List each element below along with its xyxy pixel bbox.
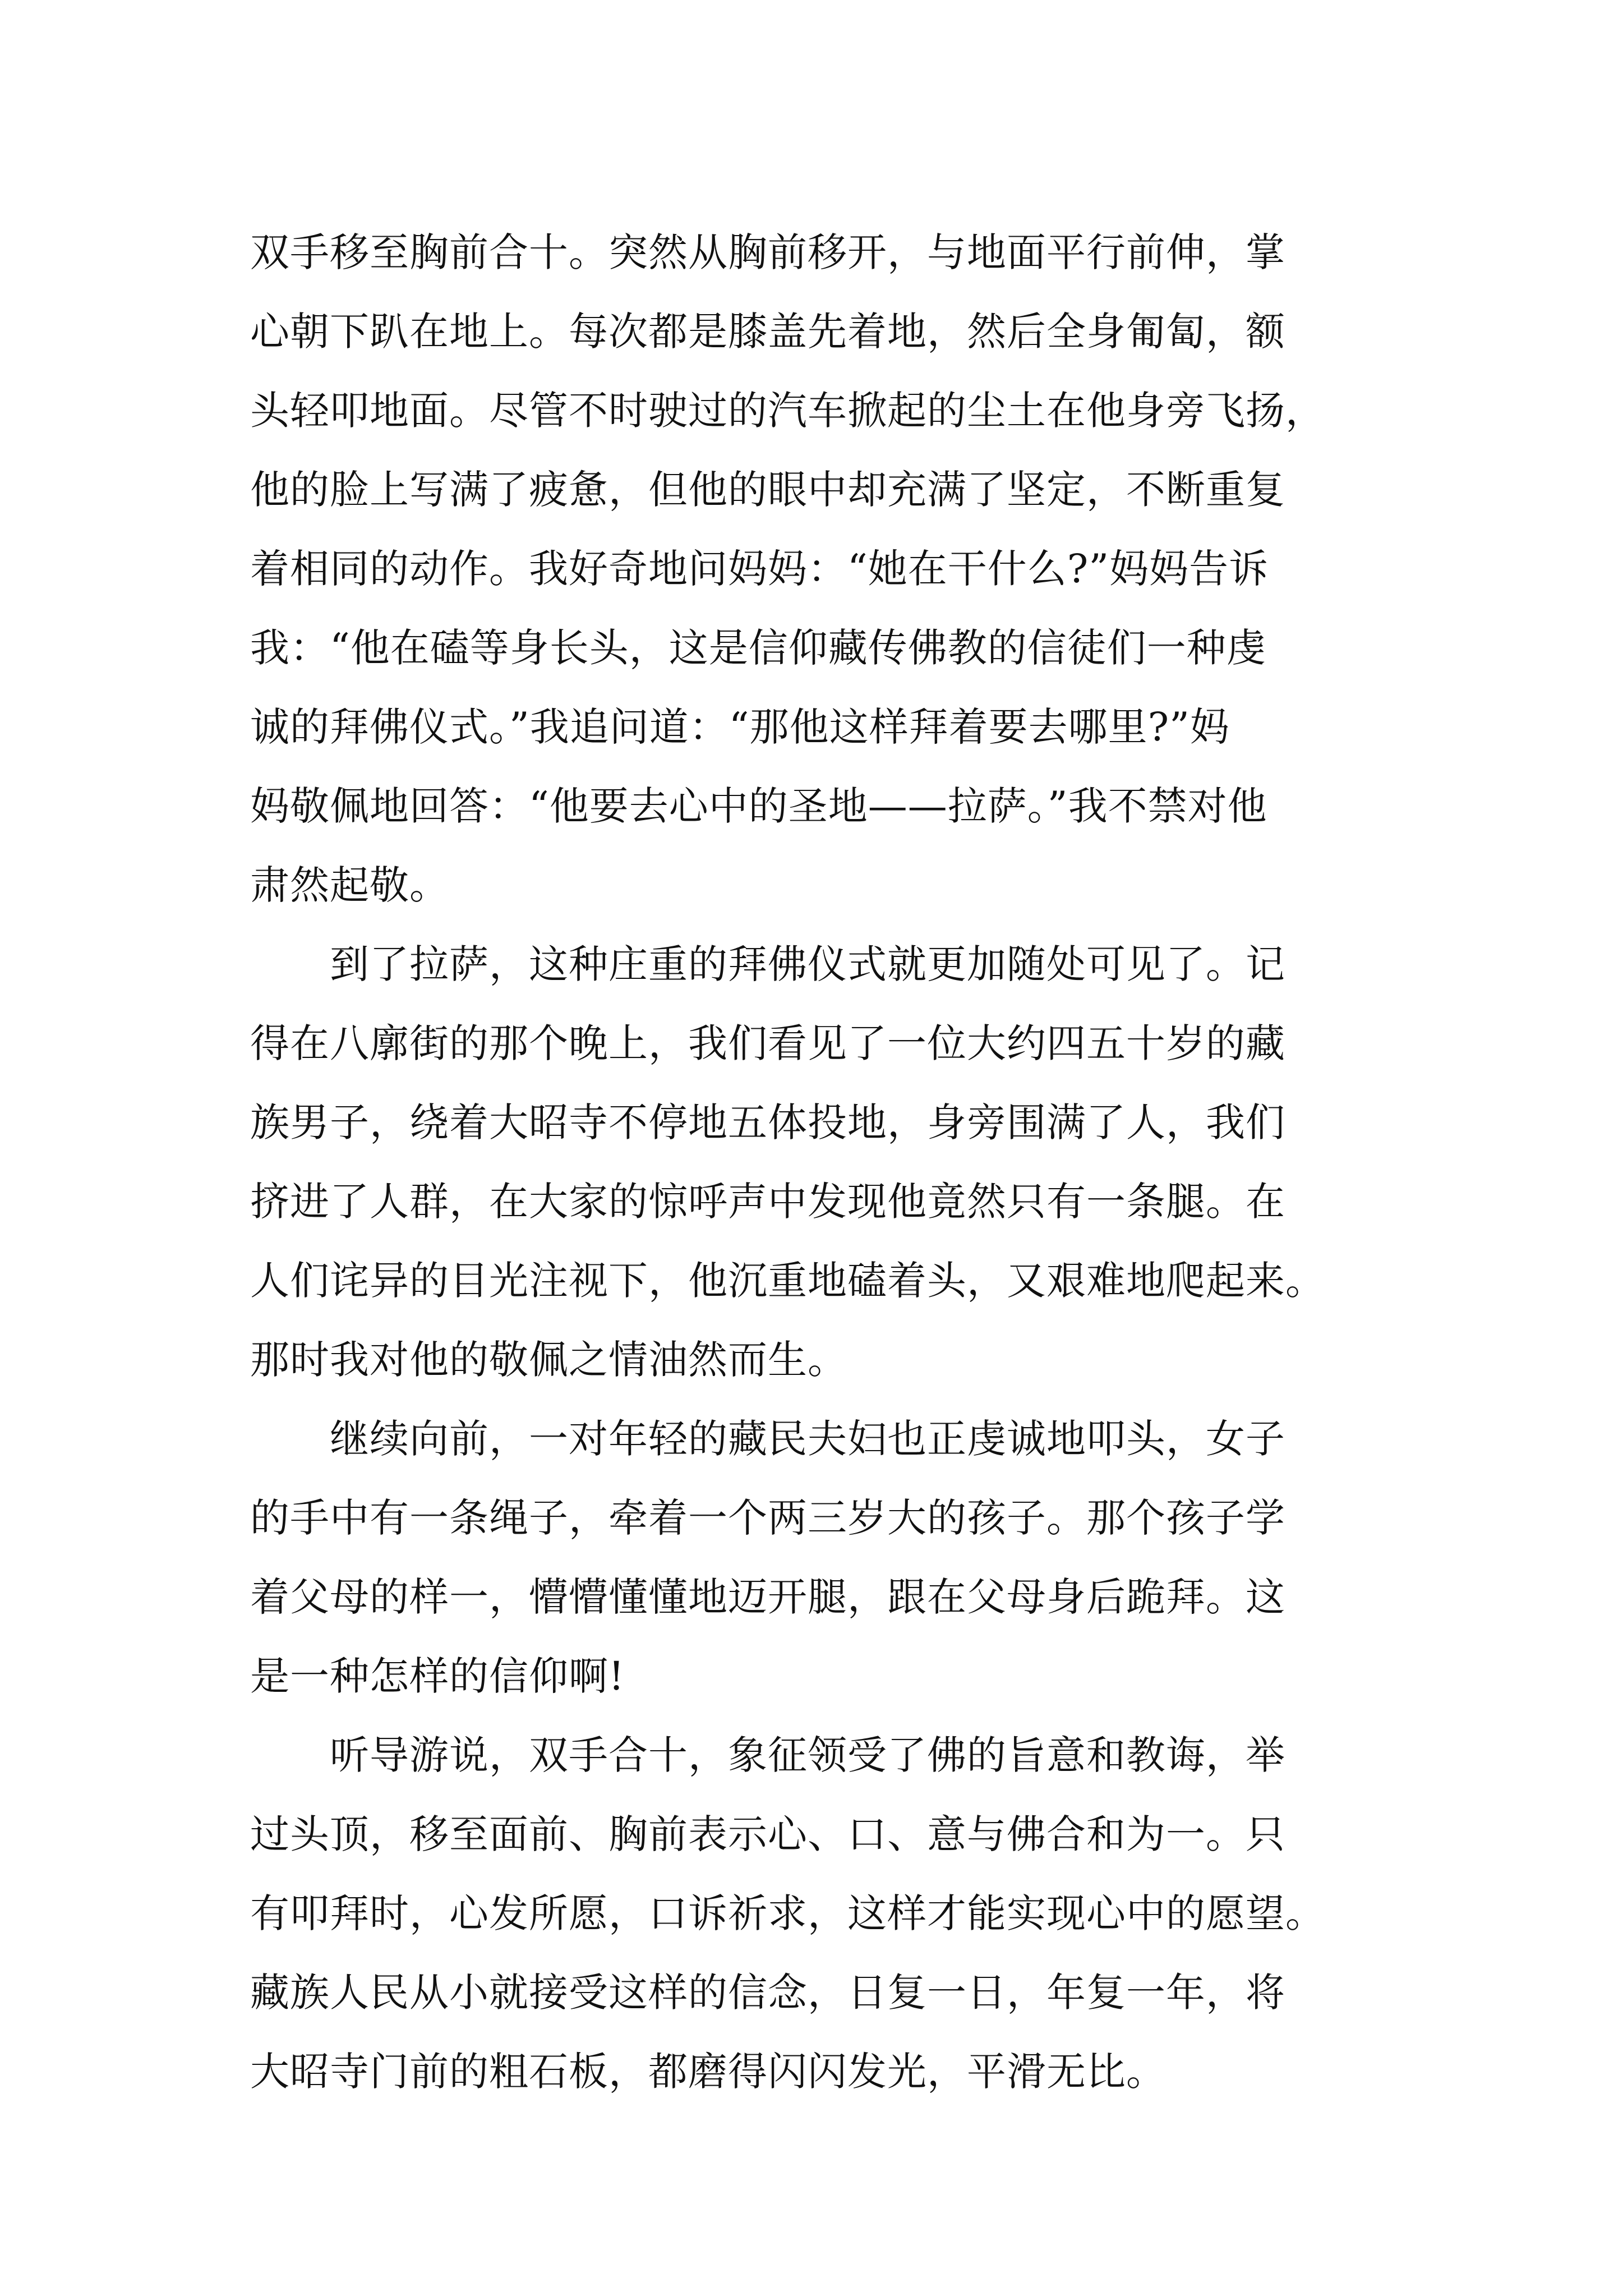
text-line: 我：“他在磕等身长头，这是信仰藏传佛教的信徒们一种虔 [250,625,1266,671]
text-line: 过头顶，移至面前、胸前表示心、口、意与佛合和为一。只 [250,1811,1285,1857]
text-line: 诚的拜佛仪式。”我追问道：“那他这样拜着要去哪里?”妈 [250,704,1230,750]
paragraph [250,925,1439,1400]
text-line: 肃然起敬。 [250,862,449,908]
text-line: 那时我对他的敬佩之情油然而生。 [250,1337,847,1383]
text-line: 继续向前，一对年轻的藏民夫妇也正虔诚地叩头，女子 [250,1416,1285,1462]
paragraph [250,1716,1439,2111]
text-line: 听导游说，双手合十，象征领受了佛的旨意和教诲，举 [250,1732,1285,1778]
body-text [250,213,1439,2111]
text-line: 着相同的动作。我好奇地问妈妈：“她在干什么?”妈妈告诉 [250,546,1269,592]
text-line: 他的脸上写满了疲惫，但他的眼中却充满了坚定，不断重复 [250,467,1285,513]
text-line: 双手移至胸前合十。突然从胸前移开，与地面平行前伸，掌 [250,229,1285,275]
text-line: 妈敬佩地回答：“他要去心中的圣地——拉萨。”我不禁对他 [250,783,1267,829]
text-line: 人们诧异的目光注视下，他沉重地磕着头，又艰难地爬起来。 [250,1258,1325,1304]
text-line: 藏族人民从小就接受这样的信念，日复一日，年复一年，将 [250,1970,1285,2016]
text-line: 到了拉萨，这种庄重的拜佛仪式就更加随处可见了。记 [250,941,1285,987]
text-line: 是一种怎样的信仰啊! [250,1653,625,1699]
text-line: 挤进了人群，在大家的惊呼声中发现他竟然只有一条腿。在 [250,1179,1285,1225]
text-line: 着父母的样一，懵懵懂懂地迈开腿，跟在父母身后跪拜。这 [250,1574,1285,1620]
text-line: 大昭寺门前的粗石板，都磨得闪闪发光，平滑无比。 [250,2049,1166,2095]
paragraph [250,1400,1439,1716]
text-line: 心朝下趴在地上。每次都是膝盖先着地，然后全身匍匐，额 [250,309,1285,355]
text-line: 得在八廓街的那个晚上，我们看见了一位大约四五十岁的藏 [250,1020,1285,1066]
text-line: 的手中有一条绳子，牵着一个两三岁大的孩子。那个孩子学 [250,1495,1285,1541]
text-line: 头轻叩地面。尽管不时驶过的汽车掀起的尘土在他身旁飞扬， [250,388,1325,434]
text-line: 有叩拜时，心发所愿，口诉祈求，这样才能实现心中的愿望。 [250,1890,1325,1936]
text-line: 族男子，绕着大昭寺不停地五体投地，身旁围满了人，我们 [250,1099,1285,1145]
paragraph [250,213,1439,925]
